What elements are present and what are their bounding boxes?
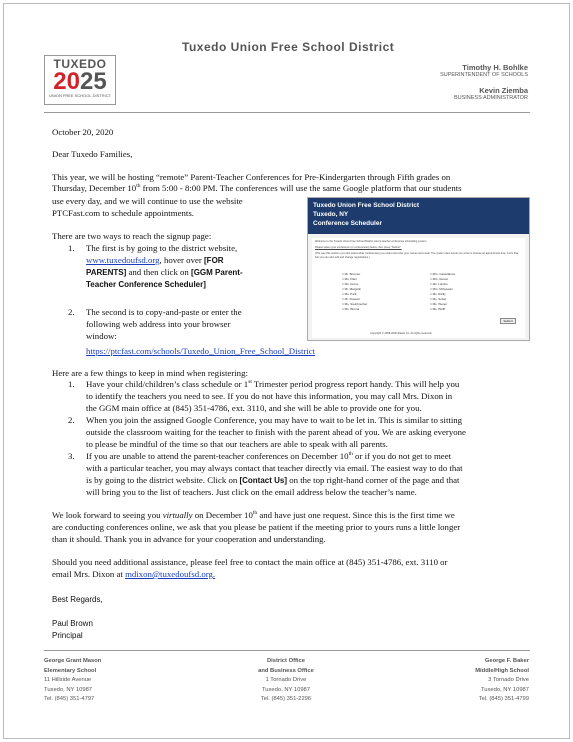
list-number: 1. [68, 379, 75, 389]
way-2-line: The second is to copy-and-paste or enter the [86, 307, 242, 317]
superintendent: Timothy H. Bohlke SUPERINTENDENT OF SCHOOLS [440, 63, 528, 78]
submit-button[interactable]: Submit [500, 318, 516, 324]
paragraph-1-line: This year, we will be hosting “remote” Parent-Teacher Conferences for Pre-Kindergarten through Fifth grades on [52, 172, 451, 182]
logo-text-top: TUXEDO [53, 57, 107, 71]
footer-rule [44, 650, 530, 651]
teacher-option[interactable]: □ Mrs. Castellanos [430, 272, 455, 276]
paragraph-3-line: are conducting conferences online, we ask that you please be patient if the meeting prior to yours runs a little longer [52, 522, 461, 532]
district-name: Tuxedo Union Free School District [182, 40, 395, 54]
footer-line: George Grant Mason [44, 658, 102, 664]
footer-left [44, 657, 101, 705]
list-number: 2. [68, 307, 75, 317]
logo-subtext: UNION FREE SCHOOL DISTRICT [48, 93, 112, 98]
footer-line: District Office [266, 658, 305, 664]
teacher-option[interactable]: □ Ms. Reilly [430, 292, 446, 296]
scheduler-header: Tuxedo Union Free School District Tuxedo, NY Conference Scheduler [308, 198, 529, 234]
paragraph-4-line: Should you need additional assistance, please feel free to contact the main office at (845) 351-4786, ext. 3110 or [52, 557, 448, 567]
list-number: 1. [68, 243, 75, 253]
teacher-option[interactable]: □ Ms. Park [342, 292, 357, 296]
way-2-line: following web address into your browser [86, 319, 231, 329]
district-logo [44, 55, 116, 105]
scheduler-instruction: Please select your conference (or conferences) below, then press "Submit". [315, 246, 402, 249]
footer-line: Tuxedo, NY 10987 [261, 686, 311, 693]
greeting: Dear Tuxedo Families, [52, 149, 133, 159]
ptcfast-link[interactable]: https://ptcfast.com/schools/Tuxedo_Union_Free_School_District [86, 346, 316, 356]
teacher-option[interactable]: □ Mrs. Glover [430, 277, 449, 281]
header-rule [44, 112, 530, 113]
footer-line: Elementary School [44, 667, 97, 674]
signature-name: Paul Brown [52, 619, 93, 628]
teacher-option[interactable]: □ Ms. Wener [430, 302, 448, 306]
footer-line: and Business Office [258, 667, 314, 674]
reminder-2-line: outside the classroom waiting for the teacher to finish with the parent ahead of you. We are asking everyone [86, 427, 466, 437]
scheduler-welcome: Welcome to the Tuxedo Union Free School District parent-teacher conference scheduling system. [315, 240, 427, 243]
way-2-line: window: [86, 331, 117, 341]
footer-line: Middle/High School [475, 667, 529, 674]
contact-us-label: [Contact Us] [239, 476, 288, 485]
footer-line: 11 Hillside Avenue [44, 677, 92, 683]
footer-line: Tuxedo, NY 10987 [44, 686, 93, 693]
footer-line: George F. Baker [484, 658, 529, 664]
reminders-intro: Here are a few things to keep in mind when registering: [52, 368, 248, 378]
letter-date: October 20, 2020 [52, 127, 114, 137]
reminder-1-line: the GGM main office at (845) 351-4786, ext. 3110, and she will be able to provide one for you. [86, 403, 422, 413]
teacher-option[interactable]: □ Mr. Brunner [342, 272, 361, 276]
scheduler-note: (The way this works is you first select what conference(s) you want and enter your names and email. The system then sends you a link to choose an appointment time. From that link you can also edit and change registrations.) [315, 252, 519, 259]
list-number: 3. [68, 451, 75, 461]
reminder-1-line: Have your child/children’s class schedule or 1st Trimester period progress report handy. This will help you [86, 379, 460, 389]
paragraph-1-line: Thursday, December 10th from 5:00 - 8:00 PM. The conferences will use the same Google platform that our students [52, 183, 462, 193]
teacher-option[interactable]: □ Ms. Flam [342, 277, 357, 281]
scheduler-panel [312, 238, 525, 338]
footer-center [226, 657, 346, 705]
reminder-3-line: will bring you to the list of teachers. Just click on the email address below the teacher’s name. [86, 487, 417, 497]
footer-right [475, 657, 529, 705]
paragraph-1-line: use every day, and we will continue to use the website [52, 196, 243, 206]
paragraph-3-line: than it should. Thank you in advance for your cooperation and understanding. [52, 534, 326, 544]
footer-line: Tuxedo, NY 10987 [480, 686, 529, 693]
footer-line: Tel. (845) 351-4797 [44, 696, 95, 702]
footer-line: 1 Tornado Drive [265, 677, 307, 683]
footer-line: 3 Tornado Drive [488, 677, 529, 683]
scheduler-screenshot [307, 197, 530, 341]
signature-title: Principal [52, 631, 83, 640]
ways-intro: There are two ways to reach the signup page: [52, 231, 212, 241]
footer-line: Tel. (845) 351-2296 [260, 696, 312, 702]
paragraph-1-line: PTCFast.com to schedule appointments. [52, 208, 194, 218]
logo-year: 2025 [53, 68, 107, 95]
footer-line: Tel. (845) 351-4799 [478, 696, 529, 702]
closing: Best Regards, [52, 595, 103, 604]
teacher-option[interactable]: □ Mr. Russell [342, 297, 360, 301]
district-website-link[interactable]: www.tuxedoufsd.org [86, 255, 160, 265]
ptcfast-link-line [86, 346, 315, 357]
way-1-line: PARENTS] and then click on [GGM Parent- [86, 267, 243, 277]
way-1-line: Teacher Conference Scheduler] [86, 280, 206, 289]
business-administrator: Kevin Ziemba BUSINESS ADMINISTRATOR [453, 86, 528, 101]
teacher-option[interactable]: □ Ms. Gross [342, 282, 359, 286]
list-number: 2. [68, 415, 75, 425]
reminder-1-line: to identify the teachers you need to see. If you do not have this information, you may call Mrs. Dixon in [86, 391, 453, 401]
reminder-3-line: is by going to the district website. Click on [Contact Us] on the top right-hand corner of the page and that [86, 475, 460, 485]
reminder-2-line: to please be mindful of the time so that our teachers are able to speak with all parents. [86, 439, 388, 449]
email-link[interactable]: mdixon@tuxedoufsd.org. [125, 569, 216, 579]
teacher-option[interactable]: □ Mrs. McGowan [430, 287, 453, 291]
reminder-2-line: When you join the assigned Google Conference, you may have to wait to be let in. This is similar to sitting [86, 415, 463, 425]
teacher-option[interactable]: □ Ms. Landro [430, 282, 448, 286]
reminder-3-line: with a particular teacher, you may always contact that teacher directly via email. The easiest way to do that [86, 463, 463, 473]
teacher-option[interactable]: □ Ms. Wolff [430, 307, 446, 311]
teacher-option[interactable]: □ Mr. Margolin [342, 287, 362, 291]
way-1-line: The first is by going to the district website, [86, 243, 238, 253]
teacher-option[interactable]: □ Ms. Wrona [342, 307, 360, 311]
scheduler-copyright: Copyright © 2008-2020 Elastic Co. All rights reserved. [370, 332, 433, 335]
teacher-option[interactable]: □ Ms. Steinbrecher [342, 302, 368, 306]
paragraph-3-line: We look forward to seeing you virtually on December 10th and have just one request. Since this is the first time we [52, 510, 455, 520]
paragraph-4-line: email Mrs. Dixon at mdixon@tuxedoufsd.org. [52, 569, 216, 579]
reminder-3-line: If you are unable to attend the parent-teacher conferences on December 10th or if you do not get to meet [86, 451, 452, 461]
teacher-option[interactable]: □ Ms. Sobel [430, 297, 446, 301]
way-1-line: www.tuxedoufsd.org, hover over [FOR [86, 255, 224, 265]
